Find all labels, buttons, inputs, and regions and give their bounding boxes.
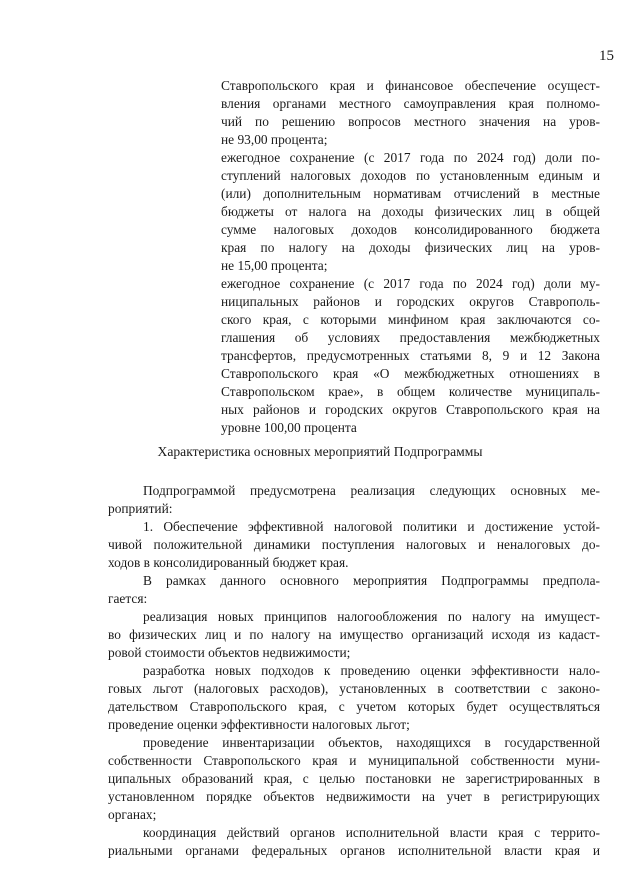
text-line: риальными органами федеральных органов исполнительной власти края и — [108, 843, 600, 858]
text-line: органах; — [108, 807, 157, 822]
text-line: сумме налоговых доходов консолидированного бюджета — [221, 222, 600, 237]
text-line: вления органами местного самоуправления края полномо- — [221, 96, 600, 111]
text-line: ных районов и городских округов Ставропольского края на — [221, 402, 600, 417]
text-line: ежегодное сохранение (с 2017 года по 2024 год) доли по- — [221, 150, 600, 165]
text-line: бюджеты от налога на доходы физических лиц в общей — [221, 204, 600, 219]
text-line: чий по решению вопросов местного значения на уров- — [221, 114, 600, 129]
text-line: установленном порядке объектов недвижимости на учет в регистрирующих — [108, 789, 600, 804]
text-line: Ставропольском крае», в общем количестве муниципаль- — [221, 384, 600, 399]
text-line: ниципальных районов и городских округов Ставрополь- — [221, 294, 600, 309]
text-line: чивой положительной динамики поступления налоговых и неналоговых до- — [108, 537, 600, 552]
text-line: гается: — [108, 591, 148, 606]
text-line: уровне 100,00 процента — [221, 420, 357, 435]
text-line: Подпрограммой предусмотрена реализация следующих основных ме- — [143, 483, 600, 498]
text-line: ежегодное сохранение (с 2017 года по 2024 год) доли му- — [221, 276, 600, 291]
text-line: во физических лиц и по налогу на имущество организаций исходя из кадаст- — [108, 627, 600, 642]
text-line: дательством Ставропольского края, с учетом которых будет осуществляться — [108, 699, 600, 714]
text-line: Ставропольского края «О межбюджетных отношениях в — [221, 366, 600, 381]
text-line: В рамках данного основного мероприятия Подпрограммы предпола- — [143, 573, 600, 588]
text-line: ского края, с которыми минфином края заключаются со- — [221, 312, 600, 327]
text-line: роприятий: — [108, 501, 173, 516]
text-line: 1. Обеспечение эффективной налоговой политики и достижение устой- — [143, 519, 600, 534]
text-line: края по налогу на доходы физических лиц на уров- — [221, 240, 600, 255]
text-line: собственности Ставропольского края и муниципальной собственности муни- — [108, 753, 600, 768]
text-line: ципальных образований края, с целью постановки не зарегистрированных в — [108, 771, 600, 786]
text-line: проведение инвентаризации объектов, находящихся в государственной — [143, 735, 600, 750]
text-line: ступлений налоговых доходов по установленным единым и — [221, 168, 600, 183]
text-line: ровой стоимости объектов недвижимости; — [108, 645, 351, 660]
text-line: не 15,00 процента; — [221, 258, 328, 273]
text-line: ходов в консолидированный бюджет края. — [108, 555, 349, 570]
text-line: глашения об условиях предоставления межбюджетных — [221, 330, 600, 345]
text-line: проведение оценки эффективности налоговых льгот; — [108, 717, 410, 732]
section-heading: Характеристика основных мероприятий Подпрограммы — [157, 444, 483, 459]
text-line: реализация новых принципов налогообложения по налогу на имущест- — [143, 609, 600, 624]
text-line: координация действий органов исполнительной власти края с террито- — [143, 825, 600, 840]
text-line: (или) дополнительным нормативам отчислений в местные — [221, 186, 600, 201]
page-number: 15 — [599, 48, 614, 64]
text-line: Ставропольского края и финансовое обеспечение осущест- — [221, 78, 600, 93]
text-line: разработка новых подходов к проведению оценки эффективности нало- — [143, 663, 600, 678]
text-line: трансфертов, предусмотренных статьями 8, 9 и 12 Закона — [221, 348, 600, 363]
text-line: не 93,00 процента; — [221, 132, 328, 147]
text-line: говых льгот (налоговых расходов), установленных в соответствии с законо- — [108, 681, 600, 696]
